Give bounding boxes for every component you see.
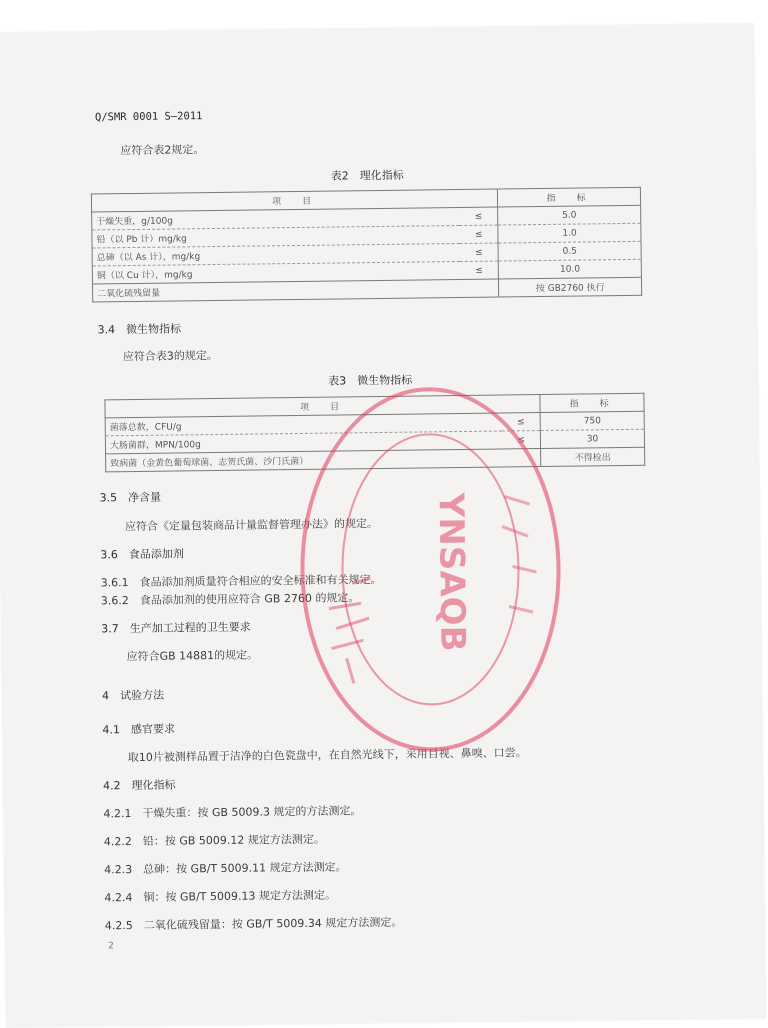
table2-row-item: 二氧化硫残留量 [92,280,460,302]
table2-row-item: 铅（以 Pb 计）mg/kg [92,226,460,248]
page-number: 2 [108,941,114,952]
table2-row-value: 5.0 [498,205,641,225]
section-3-6-2: 3.6.2 食品添加剂的使用应符合 GB 2760 的规定。 [100,591,360,608]
table3-caption: 表3 微生物指标 [328,373,413,388]
section-3-5-title: 3.5 净含量 [99,490,162,505]
section-4-1-text: 取10片被测样品置于洁净的白色瓷盘中，在自然光线下，采用目视、鼻嗅、口尝。 [127,746,527,765]
standard-code-header: Q/SMR 0001 S—2011 [94,110,203,124]
section-3-5-text: 应符合《定量包装商品计量监督管理办法》的规定。 [124,517,379,534]
stamp-mark-left [329,578,372,684]
table2-head-item: 项 目 [91,189,497,212]
section-3-4-title: 3.4 微生物指标 [97,322,182,337]
table2-row-sym [460,279,499,297]
stamp-inner-ring [341,433,520,705]
table2-row-item: 总砷（以 As 计），mg/kg [92,244,460,266]
table3-row-value: 不得检出 [541,447,645,466]
table2-caption: 表2 理化指标 [330,168,404,183]
table3-head-value: 指 标 [540,393,644,412]
table2-row-value: 1.0 [498,223,641,243]
document-page [0,23,766,1027]
table2-row-sym: ≤ [460,225,499,243]
section-4-2-1: 4.2.1 干燥失重：按 GB 5009.3 规定的方法测定。 [103,804,362,821]
table2-row-value: 0.5 [498,241,641,261]
stamp-center-text: YNSAQB [430,492,473,652]
table3-head-item: 项 目 [105,395,540,418]
table2-row-item: 干燥失重，g/100g [92,208,460,230]
section-4-2-3: 4.2.3 总砷：按 GB/T 5009.11 规定方法测定。 [104,860,347,877]
section-4-2-2: 4.2.2 铅：按 GB 5009.12 规定方法测定。 [103,832,325,849]
table2-row-item: 铜（以 Cu 计），mg/kg [92,262,460,284]
section-4-title: 4 试验方法 [101,688,165,703]
section-3-4-text: 应符合表3的规定。 [122,348,218,364]
intro-line: 应符合表2规定。 [120,143,205,158]
official-seal-stamp [288,376,573,764]
section-4-1-title: 4.1 感官要求 [102,722,176,737]
table3-row-item: 致病菌（金黄色葡萄球菌、志贺氏菌、沙门氏菌） [106,449,503,472]
table3-row-value: 30 [541,429,645,448]
table3-row-sym: ≤ [502,431,541,449]
table3-row-sym: ≤ [502,413,541,431]
table3-row-item: 菌落总数，CFU/g [105,413,502,436]
table2-row-value: 10.0 [499,259,642,279]
table2-physchem [91,187,642,303]
section-3-6-title: 3.6 食品添加剂 [100,547,184,562]
section-4-2-5: 4.2.5 二氧化硫残留量：按 GB/T 5009.34 规定方法测定。 [104,915,403,933]
table2-row-sym: ≤ [459,207,498,225]
stamp-mark-right [502,496,537,612]
section-4-2-title: 4.2 理化指标 [103,778,176,793]
table2-row-sym: ≤ [460,243,499,261]
table3-row-item: 大肠菌群，MPN/100g [105,431,502,454]
table2-row-sym: ≤ [460,261,499,279]
table3-row-value: 750 [540,411,644,430]
section-3-7-title: 3.7 生产加工过程的卫生要求 [101,620,251,636]
table2-row-value: 按 GB2760 执行 [499,277,642,297]
section-3-6-1: 3.6.1 食品添加剂质量符合相应的安全标准和有关规定。 [100,572,382,590]
table2-head-value: 指 标 [498,187,641,207]
section-3-7-text: 应符合GB 14881的规定。 [126,648,259,664]
section-4-2-4: 4.2.4 铜：按 GB/T 5009.13 规定方法测定。 [104,888,337,905]
